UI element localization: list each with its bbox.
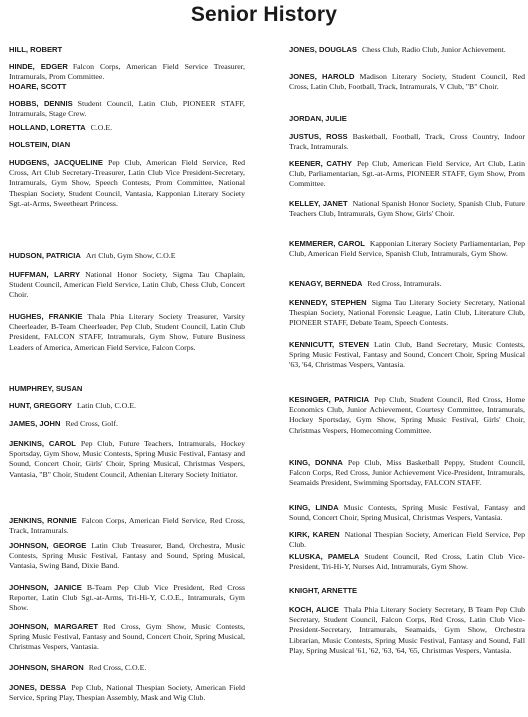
senior-activities: National Thespian Society, American Field Service, Pep Club. [289, 530, 525, 550]
senior-entry [289, 279, 525, 289]
senior-activities: C.O.E. [90, 123, 113, 132]
senior-name: JOHNSON, MARGARET [9, 622, 99, 631]
senior-entry [9, 312, 245, 353]
senior-entry [289, 552, 525, 572]
senior-entry [9, 82, 245, 92]
senior-entry [9, 99, 245, 119]
senior-name: KESINGER, PATRICIA [289, 395, 370, 404]
senior-activities: National Spanish Honor Society, Spanish Club, Future Teachers Club, Intramurals, Gym Show, Girls' Choir. [289, 199, 525, 219]
senior-name: JORDAN, JULIE [289, 114, 347, 123]
senior-entry [9, 384, 245, 394]
senior-name: HUNT, GREGORY [9, 401, 73, 410]
senior-name: KLUSKA, PAMELA [289, 552, 360, 561]
senior-entry [289, 395, 525, 436]
senior-name: KENAGY, BERNEDA [289, 279, 363, 288]
senior-activities: Thala Phia Literary Society Treasurer, Varsity Cheerleader, B-Team Cheerleader, Pep Club, Student Council, Latin Club President, FALCON STAFF, Intramurals, Gym Show, Future Business Leaders of America, American Field Service, Falcon Corps. [9, 312, 245, 352]
senior-activities: Pep Club, Miss Basketball Peppy, Student Council, Falcon Corps, Red Cross, Junior Achievement Vice-President, Intramurals, Seamaids President, Swimming Sportsday, FALCON STAFF. [289, 458, 526, 488]
senior-activities: Thala Phia Literary Society Secretary, B Team Pep Club Secretary, Student Council, Falcon Corps, Red Cross, Latin Club Vice-President-Secretary, Intramurals, Seamaids, Gym Show, Orchestra Librarian, Music Contests, Spring Music Festival, Fantasy and Sound, Fall Play, Spring Musical '61, '62, '63, '64, '65, Christmas Vespers, Vantasia. [289, 605, 526, 655]
senior-activities: Red Cross, Intramurals. [367, 279, 442, 288]
senior-name: HOLLAND, LORETTA [9, 123, 86, 132]
senior-entry [9, 158, 245, 209]
senior-entry [9, 663, 245, 673]
senior-entry [9, 541, 245, 572]
senior-activities: Pep Club, National Thespian Society, American Field Service, Spring Play, Thespian Assembly, Mask and Wig Club. [9, 683, 245, 703]
senior-activities: Student Council, Red Cross, Latin Club Vice-President, Tri-Hi-Y, Nurses Aid, Intramurals, Gym Show. [289, 552, 525, 572]
senior-activities: Red Cross, C.O.E. [88, 663, 147, 672]
senior-name: KEMMERER, CAROL [289, 239, 365, 248]
senior-entry [9, 419, 245, 429]
senior-entry [289, 605, 525, 656]
senior-name: HUDSON, PATRICIA [9, 251, 81, 260]
senior-name: JOHNSON, SHARON [9, 663, 84, 672]
senior-name: HOBBS, DENNIS [9, 99, 73, 108]
senior-activities: Pep Club, American Field Service, Art Club, Latin Club, Parliamentarian, Sgt.-at-Arms, PIONEER STAFF, Gym Show, Prom Committee. [289, 159, 525, 189]
senior-entry [9, 516, 245, 536]
senior-name: JUSTUS, ROSS [289, 132, 348, 141]
senior-name: KEENER, CATHY [289, 159, 352, 168]
senior-entry [289, 159, 525, 190]
senior-name: JENKINS, RONNIE [9, 516, 77, 525]
senior-entry [9, 270, 245, 301]
senior-activities: Red Cross, Golf. [65, 419, 118, 428]
senior-entry [9, 401, 245, 411]
senior-entry [9, 45, 245, 55]
senior-name: KING, LINDA [289, 503, 339, 512]
senior-name: JENKINS, CAROL [9, 439, 76, 448]
senior-name: KOCH, ALICE [289, 605, 339, 614]
senior-name: HUDGENS, JACQUELINE [9, 158, 103, 167]
senior-name: HINDE, EDGER [9, 62, 68, 71]
senior-entry [289, 298, 525, 329]
senior-name: JAMES, JOHN [9, 419, 61, 428]
senior-name: JONES, DOUGLAS [289, 45, 357, 54]
senior-entry [289, 72, 525, 92]
senior-activities: Pep Club, American Field Service, Red Cross, Art Club Secretary-Treasurer, Latin Club Vice President-Secretary, Intramurals, Gym Show, Speech Contests, Prom Committee, National Thespian Society, Student Council, Vantasia, Kapponian Literary Society Sgt.-at-Arms, Sweetheart Princess. [9, 158, 245, 208]
senior-name: KIRK, KAREN [289, 530, 340, 539]
senior-activities: Latin Club Treasurer, Band, Orchestra, Music Contests, Spring Music Festival, Fantasy and Sound, Spring Musical, Vantasia, Swing Band, Dixie Band. [9, 541, 246, 571]
senior-entry [9, 622, 245, 653]
senior-entry [289, 586, 525, 596]
senior-activities: Falcon Corps, American Field Service Treasurer, Intramurals, Prom Committee. [9, 62, 245, 82]
senior-entry [9, 439, 245, 480]
page-title: Senior History [190, 3, 338, 26]
senior-activities: Falcon Corps, American Field Service, Red Cross, Track, Intramurals. [9, 516, 245, 536]
senior-name: KING, DONNA [289, 458, 343, 467]
senior-entry [9, 583, 245, 614]
senior-activities: National Honor Society, Sigma Tau Chaplain, Student Council, American Field Service, Latin Club, Chess Club, Concert Choir. [9, 270, 245, 300]
senior-activities: Music Contests, Spring Music Festival, Fantasy and Sound, Concert Choir, Spring Musical, Christmas Vespers, Vantasia. [289, 503, 526, 523]
senior-activities: Pep Club, Future Teachers, Intramurals, Hockey Sportsday, Gym Show, Music Contests, Spring Music Festival, Fantasy and Sound, Concert Choir, Girls' Choir, Spring Musical, Christmas Vespers, Vantasia, "B" Choir, Student Council, Athenian Literary Society Initiator. [9, 439, 245, 479]
senior-entry [289, 530, 525, 550]
senior-entry [289, 503, 525, 523]
senior-activities: Art Club, Gym Show, C.O.E [85, 251, 176, 260]
senior-entry [289, 239, 525, 259]
senior-entry [289, 45, 525, 55]
senior-entry [9, 123, 245, 133]
senior-name: KENNEDY, STEPHEN [289, 298, 367, 307]
senior-entry [289, 340, 525, 371]
senior-entry [289, 458, 525, 489]
senior-name: JOHNSON, GEORGE [9, 541, 87, 550]
senior-name: HUGHES, FRANKIE [9, 312, 83, 321]
senior-name: JONES, HAROLD [289, 72, 355, 81]
senior-activities: Latin Club, Band Secretary, Music Contests, Spring Music Festival, Fantasy and Sound, Concert Choir, Spring Musical '63, '64, Christmas Vespers, Vantasia. [289, 340, 526, 370]
senior-name: HOLSTEIN, DIAN [9, 140, 71, 149]
senior-activities: B-Team Pep Club Vice President, Red Cross Reporter, Latin Club Sgt.-at-Arms, Tri-Hi-Y, C.O.E., Intramurals, Gym Show. [9, 583, 245, 613]
senior-activities: Red Cross, Gym Show, Music Contests, Spring Music Festival, Fantasy and Sound, Concert Choir, Spring Musical, Christmas Vespers, Vantasia. [9, 622, 245, 652]
senior-name: JOHNSON, JANICE [9, 583, 82, 592]
senior-entry [9, 140, 245, 150]
senior-name: HILL, ROBERT [9, 45, 63, 54]
senior-activities: Basketball, Football, Track, Cross Country, Indoor Track, Intramurals. [289, 132, 526, 152]
senior-entry [289, 114, 525, 124]
senior-activities: Latin Club, C.O.E. [77, 401, 136, 410]
senior-name: HOARE, SCOTT [9, 82, 67, 91]
senior-name: JONES, DESSA [9, 683, 67, 692]
senior-entry [289, 199, 525, 219]
senior-entry [9, 683, 245, 703]
senior-entry [289, 132, 525, 152]
senior-activities: Student Council, Latin Club, PIONEER STAFF, Intramurals, Stage Crew. [9, 99, 245, 119]
senior-name: HUMPHREY, SUSAN [9, 384, 83, 393]
senior-activities: Chess Club, Radio Club, Junior Achievement. [361, 45, 506, 54]
senior-name: KELLEY, JANET [289, 199, 348, 208]
senior-activities: Sigma Tau Literary Society Secretary, National Thespian Society, National Forensic League, Latin Club, Literature Club, PIONEER STAFF, Debate Team, Speech Contests. [289, 298, 525, 328]
senior-activities: Kapponian Literary Society Parliamentarian, Pep Club, American Field Service, Spanish Club, Intramurals, Gym Show. [289, 239, 526, 259]
senior-activities: Pep Club, Student Council, Red Cross, Home Economics Club, Junior Achievement, Courtesy Committee, Intramurals, Hockey Sportsday, Gym Show, Spring Music Festival, Girls' Choir, Christmas Vespers, Homecoming Committee. [289, 395, 525, 435]
senior-entry [9, 251, 245, 261]
senior-name: HUFFMAN, LARRY [9, 270, 81, 279]
senior-activities: Madison Literary Society, Student Council, Red Cross, Latin Club, Football, Track, Intramurals, V Club, "B" Choir. [289, 72, 525, 92]
senior-name: KENNICUTT, STEVEN [289, 340, 370, 349]
senior-name: KNIGHT, ARNETTE [289, 586, 358, 595]
senior-entry [9, 62, 245, 82]
